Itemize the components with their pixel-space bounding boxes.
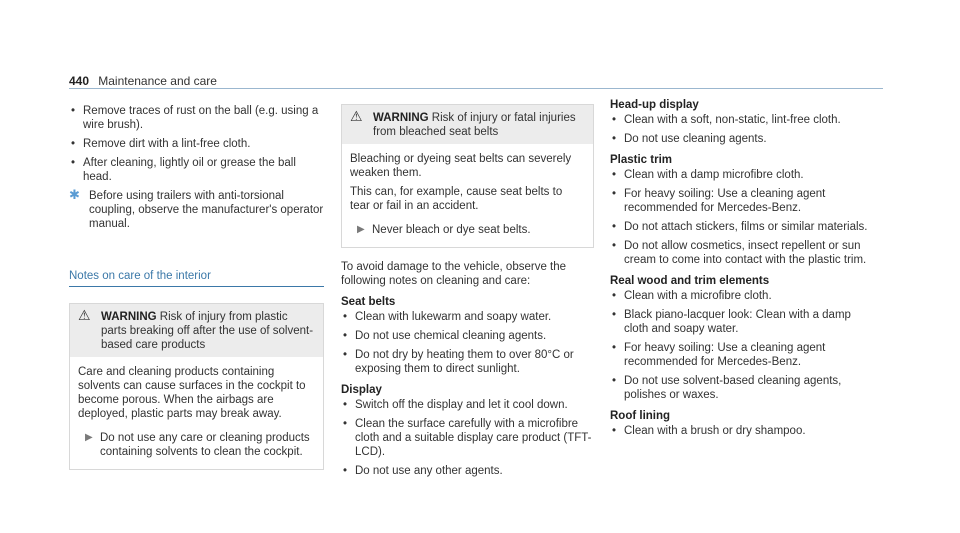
list-item: • Black piano-lacquer look: Clean with a damp cloth and soapy water. [612,309,851,335]
warning-box [341,104,594,248]
list-item: • Do not use solvent-based cleaning agents, polishes or waxes. [612,375,842,401]
list-item: • Remove traces of rust on the ball (e.g. using a wire brush). [71,105,319,131]
bullet-icon: • [612,290,617,302]
section-title: Maintenance and care [98,74,217,88]
section-heading-display: Display [341,384,382,396]
bullet-icon: • [343,399,348,411]
list-item: • Clean with a microfibre cloth. [612,290,772,302]
warning-box [69,303,324,470]
warning-text: Bleaching or dyeing seat belts can severely weaken them. [350,153,572,179]
list-item: • Do not use chemical cleaning agents. [343,330,547,342]
column-2 [341,104,594,483]
list-item: • Clean with a soft, non-static, lint-free cloth. [612,114,841,126]
list-item: • Do not attach stickers, films or similar materials. [612,221,868,233]
section-heading-real-wood: Real wood and trim elements [610,275,770,287]
bullet-icon: • [343,418,348,430]
warning-header [70,304,323,357]
section-heading-roof-lining: Roof lining [610,410,671,422]
list-item: • Switch off the display and let it cool down. [343,399,568,411]
bullet-icon: • [343,330,348,342]
warning-title: Risk of injury from plastic parts breaking off after the use of solvent-based care products [101,311,314,351]
bullet-icon: • [612,309,617,321]
column-1 [69,104,324,470]
warning-body [70,357,323,469]
column-3 [610,98,872,443]
warning-action: ▶ Do not use any care or cleaning products containing solvents to clean the cockpit. [85,432,310,458]
page-number: 440 [69,74,90,88]
bullet-icon: • [612,221,617,233]
list-item: • Do not dry by heating them to over 80°C or exposing them to direct sunlight. [343,349,574,375]
page-header [69,74,217,89]
bullet-icon: • [612,114,617,126]
section-heading-head-up-display: Head-up display [610,99,699,111]
bullet-icon: • [612,375,617,387]
list-item: • After cleaning, lightly oil or grease the ball head. [71,157,296,183]
warning-triangle-icon: ⚠ [350,108,363,124]
header-divider [69,88,883,89]
list-item: • Do not use cleaning agents. [612,133,767,145]
bullet-icon: • [343,465,348,477]
warning-action: ▶ Never bleach or dye seat belts. [357,224,531,236]
info-note: ✱ Before using trailers with anti-torsional coupling, observe the manufacturer's operator manual. [69,187,324,230]
list-item: • Do not allow cosmetics, insect repellent or sun cream to come into contact with the plastic trim. [612,240,867,266]
warning-text: Care and cleaning products containing solvents can cause surfaces in the cockpit to become porous. When the airbags are deployed, plastic parts may break away. [78,366,306,420]
action-arrow-icon: ▶ [357,224,365,235]
info-icon: ✱ [69,187,80,202]
bullet-icon: • [612,425,617,437]
list-item: • Clean with a damp microfibre cloth. [612,169,804,181]
list-item: • Clean the surface carefully with a microfibre cloth and a suitable display care product (TFT-LCD). [343,418,592,458]
warning-title: Risk of injury or fatal injuries from bleached seat belts [373,112,576,138]
bullet-icon: • [71,138,76,150]
warning-triangle-icon: ⚠ [78,307,91,323]
warning-header [342,105,593,144]
warning-body [342,144,593,247]
bullet-icon: • [71,105,76,117]
bullet-icon: • [612,169,617,181]
bullet-icon: • [343,349,348,361]
bullet-icon: • [71,157,76,169]
bullet-icon: • [343,311,348,323]
action-arrow-icon: ▶ [85,432,93,443]
list-item: • Clean with a brush or dry shampoo. [612,425,806,437]
bullet-icon: • [612,240,617,252]
bullet-icon: • [612,188,617,200]
bullet-icon: • [612,342,617,354]
list-item: • Clean with lukewarm and soapy water. [343,311,552,323]
intro-paragraph: To avoid damage to the vehicle, observe the following notes on cleaning and care: [341,261,567,287]
section-heading-seat-belts: Seat belts [341,296,396,308]
subheading: Notes on care of the interior [69,270,211,282]
list-item: • For heavy soiling: Use a cleaning agent recommended for Mercedes-Benz. [612,342,826,368]
section-heading-plastic-trim: Plastic trim [610,154,672,166]
list-item: • Remove dirt with a lint-free cloth. [71,138,251,150]
warning-text: This can, for example, cause seat belts to tear or fail in an accident. [350,186,563,212]
list-item: • For heavy soiling: Use a cleaning agent recommended for Mercedes-Benz. [612,188,826,214]
bullet-icon: • [612,133,617,145]
list-item: • Do not use any other agents. [343,465,503,477]
subheading-divider [69,286,324,287]
warning-label: WARNING [101,311,157,323]
warning-label: WARNING [373,112,429,124]
